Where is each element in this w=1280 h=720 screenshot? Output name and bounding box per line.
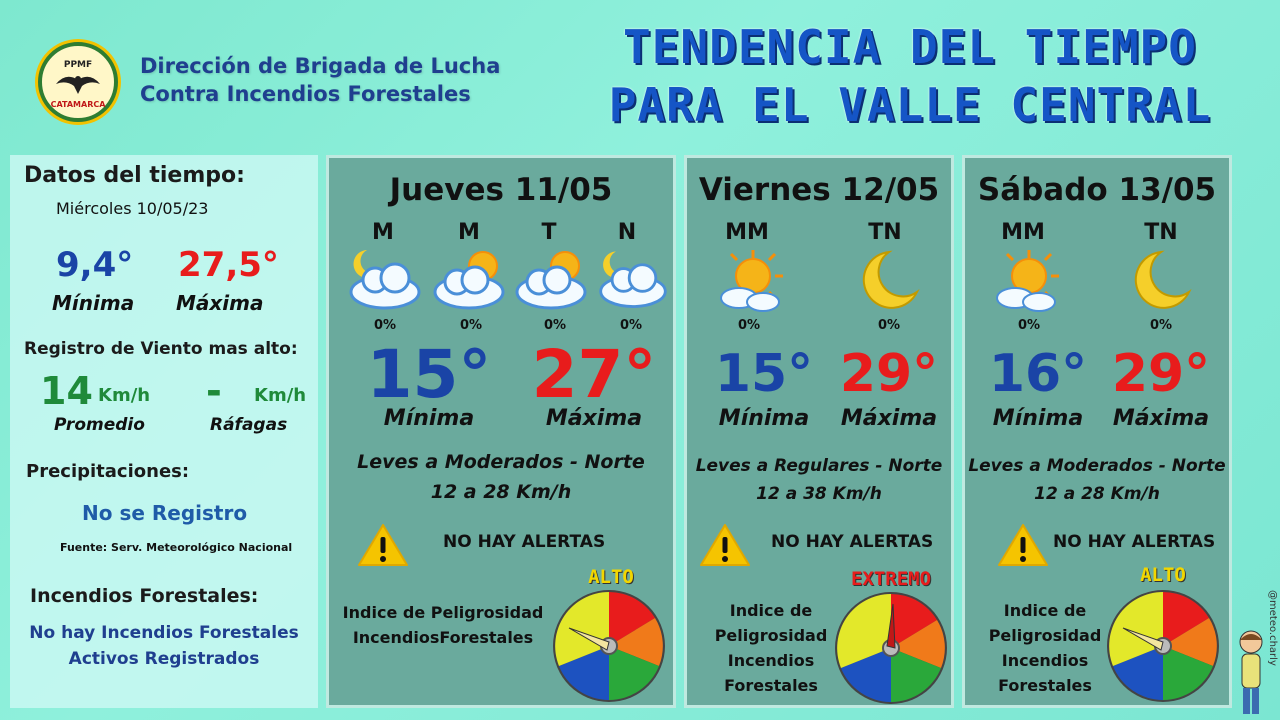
mascot-icon (1234, 628, 1268, 720)
summary-panel (10, 155, 318, 708)
danger-index-line: Forestales (724, 676, 818, 695)
max-temperature: 27° (531, 336, 657, 413)
wind-forecast-line-1: Leves a Regulares - Norte (695, 456, 943, 476)
author-credit: @meteo.charly (1267, 590, 1278, 666)
wind-avg-value: 14 (40, 369, 93, 413)
period-label: MM (725, 220, 769, 245)
title-line-2: PARA EL VALLE CENTRAL (608, 78, 1212, 132)
crescent-moon-icon (1125, 248, 1195, 314)
org-line-1: Dirección de Brigada de Lucha (140, 54, 501, 78)
danger-index-title (979, 598, 1111, 698)
max-label: Máxima (1112, 406, 1210, 431)
alert-status: NO HAY ALERTAS (771, 532, 934, 552)
day-title: Jueves 11/05 (389, 172, 613, 208)
wind-forecast-line-1: Leves a Moderados - Norte (968, 456, 1226, 476)
rain-probability: 0% (1149, 318, 1173, 333)
day-panel-thursday (326, 155, 676, 708)
period-label: M (372, 220, 394, 245)
summary-max-label: Máxima (176, 291, 264, 315)
alert-status: NO HAY ALERTAS (1053, 532, 1216, 552)
sun-cloud-icon (991, 248, 1061, 314)
danger-index-line: Incendios (1001, 651, 1089, 670)
cloud-sun-icon (429, 246, 509, 312)
day-title: Sábado 13/05 (977, 172, 1217, 208)
min-label: Mínima (718, 406, 810, 431)
rain-probability: 0% (619, 318, 643, 333)
precip-heading: Precipitaciones: (26, 461, 190, 482)
min-label: Mínima (992, 406, 1084, 431)
cloud-moon-icon (595, 246, 671, 312)
danger-index-title (705, 598, 837, 698)
cloud-moon-icon (345, 246, 425, 312)
logo-center-text: PPMF (63, 60, 93, 70)
crescent-moon-icon (853, 248, 923, 314)
danger-index-line: Indice de (729, 601, 813, 620)
rain-probability: 0% (459, 318, 483, 333)
min-label: Mínima (383, 406, 475, 431)
wind-avg-label: Promedio (54, 415, 145, 435)
summary-date: Miércoles 10/05/23 (56, 199, 209, 218)
wind-gust-value: - (206, 369, 222, 413)
warning-icon (997, 522, 1049, 568)
rain-probability: 0% (877, 318, 901, 333)
warning-icon (699, 522, 751, 568)
danger-index-title (341, 600, 545, 650)
precip-value: No se Registro (82, 501, 248, 525)
wind-avg-unit: Km/h (98, 385, 151, 406)
summary-min-label: Mínima (52, 291, 135, 315)
period-label: TN (868, 220, 902, 245)
fires-line-1: No hay Incendios Forestales (29, 623, 299, 643)
period-label: T (541, 220, 557, 245)
period-label: TN (1144, 220, 1178, 245)
alert-status: NO HAY ALERTAS (443, 532, 606, 552)
danger-index-line: Peligrosidad (988, 626, 1102, 645)
danger-index-line: Forestales (998, 676, 1092, 695)
wind-heading: Registro de Viento mas alto: (24, 339, 298, 359)
brigade-logo (38, 42, 118, 122)
danger-index-line: Incendios (727, 651, 815, 670)
wind-forecast-line-1: Leves a Moderados - Norte (357, 451, 645, 473)
summary-heading: Datos del tiempo: (24, 163, 245, 188)
max-label: Máxima (840, 406, 938, 431)
wind-gust-unit: Km/h (254, 385, 307, 406)
period-label: M (458, 220, 480, 245)
wind-forecast-line-2: 12 a 28 Km/h (430, 481, 572, 503)
day-title: Viernes 12/05 (698, 172, 940, 208)
wind-gust-label: Ráfagas (210, 415, 288, 435)
wind-forecast-line-2: 12 a 38 Km/h (756, 484, 882, 504)
danger-index-line: Indice de (1003, 601, 1087, 620)
organization-name (140, 52, 560, 108)
summary-min-value: 9,4° (56, 245, 134, 285)
danger-level-label: EXTREMO (850, 568, 932, 590)
day-panel-friday (684, 155, 954, 708)
sun-cloud-icon (715, 248, 785, 314)
logo-bottom-text: CATAMARCA (50, 100, 106, 109)
danger-level-label: ALTO (588, 566, 634, 588)
min-temperature: 15° (714, 344, 814, 404)
fire-danger-gauge (833, 590, 949, 706)
max-temperature: 29° (839, 344, 939, 404)
danger-index-line: Peligrosidad (714, 626, 828, 645)
page-title (560, 18, 1260, 134)
danger-index-line: IncendiosForestales (352, 628, 534, 647)
fire-danger-gauge (551, 588, 667, 704)
title-line-1: TENDENCIA DEL TIEMPO (623, 20, 1197, 74)
summary-max-value: 27,5° (178, 245, 279, 285)
danger-index-line: Indice de Peligrosidad (342, 603, 544, 622)
fire-danger-gauge (1105, 588, 1221, 704)
rain-probability: 0% (373, 318, 397, 333)
min-temperature: 15° (366, 336, 492, 413)
rain-probability: 0% (737, 318, 761, 333)
max-label: Máxima (545, 406, 643, 431)
period-label: MM (1001, 220, 1045, 245)
min-temperature: 16° (988, 344, 1088, 404)
max-temperature: 29° (1111, 344, 1211, 404)
fires-heading: Incendios Forestales: (30, 585, 259, 607)
warning-icon (357, 522, 409, 568)
fires-line-2: Activos Registrados (68, 649, 260, 669)
source-note: Fuente: Serv. Meteorológico Nacional (60, 541, 293, 554)
cloud-sun-icon (511, 246, 591, 312)
rain-probability: 0% (1017, 318, 1041, 333)
rain-probability: 0% (543, 318, 567, 333)
danger-level-label: ALTO (1140, 564, 1186, 586)
period-label: N (617, 220, 637, 245)
org-line-2: Contra Incendios Forestales (140, 82, 471, 106)
day-panel-saturday (962, 155, 1232, 708)
wind-forecast-line-2: 12 a 28 Km/h (1034, 484, 1160, 504)
